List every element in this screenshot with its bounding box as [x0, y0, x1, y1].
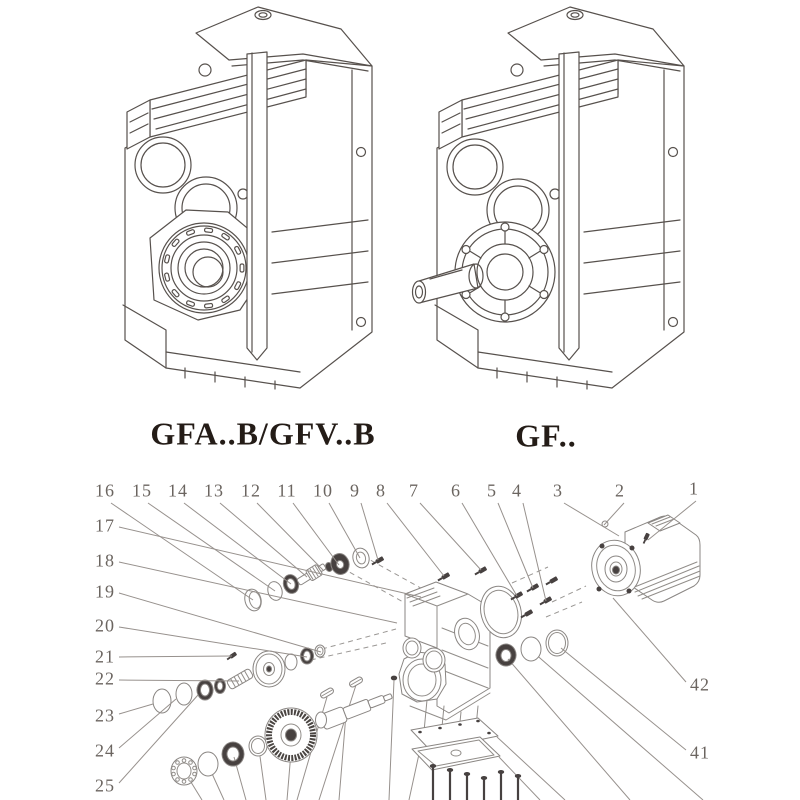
leader-line-42	[613, 598, 686, 682]
callout-1: 1	[689, 478, 699, 499]
callout-7: 7	[409, 480, 419, 501]
callout-11: 11	[277, 480, 297, 501]
callout-22: 22	[95, 668, 115, 689]
leader-line-15	[148, 503, 275, 591]
leader-line-22	[119, 680, 239, 681]
leader-line-18	[119, 562, 397, 623]
callout-21: 21	[95, 646, 115, 667]
model-label-right: GF..	[515, 417, 577, 454]
leader-line-2	[604, 503, 624, 525]
leader-line-7	[420, 503, 481, 570]
leader-line-41	[561, 648, 686, 750]
callout-3: 3	[553, 480, 563, 501]
callout-25: 25	[95, 775, 115, 796]
leader-line-6	[462, 503, 517, 596]
leader-line-10	[329, 503, 360, 558]
leader-line-12	[257, 503, 323, 570]
leader-line-25	[119, 695, 198, 783]
callout-19: 19	[95, 581, 115, 602]
leader-line-14	[184, 503, 291, 584]
callout-24: 24	[95, 740, 115, 761]
callout-6: 6	[451, 480, 461, 501]
callout-12: 12	[241, 480, 261, 501]
leader-line-21	[119, 656, 232, 657]
leader-line-3	[564, 503, 619, 536]
callout-42: 42	[690, 674, 710, 695]
callout-5: 5	[487, 480, 497, 501]
leader-line-1	[648, 501, 696, 540]
callout-20: 20	[95, 615, 115, 636]
leader-line-4	[523, 503, 546, 601]
leader-line-11	[293, 503, 339, 565]
leader-line-16	[111, 503, 253, 600]
callout-4: 4	[512, 480, 522, 501]
callout-23: 23	[95, 705, 115, 726]
callout-17: 17	[95, 515, 115, 536]
leader-line-5	[498, 503, 533, 588]
callout-41: 41	[690, 742, 710, 763]
leader-line-8	[387, 503, 444, 576]
callout-18: 18	[95, 550, 115, 571]
leader-line-17	[119, 527, 421, 597]
leader-line-23	[119, 704, 153, 714]
callout-14: 14	[168, 480, 188, 501]
leader-line-9	[361, 503, 378, 560]
leader-line-20	[119, 627, 307, 657]
callout-8: 8	[376, 480, 386, 501]
callout-13: 13	[204, 480, 224, 501]
callout-2: 2	[615, 480, 625, 501]
callout-15: 15	[132, 480, 152, 501]
callout-10: 10	[313, 480, 333, 501]
leader-line-24	[119, 699, 176, 748]
callout-9: 9	[350, 480, 360, 501]
model-label-left: GFA..B/GFV..B	[150, 415, 376, 452]
callout-16: 16	[95, 480, 115, 501]
